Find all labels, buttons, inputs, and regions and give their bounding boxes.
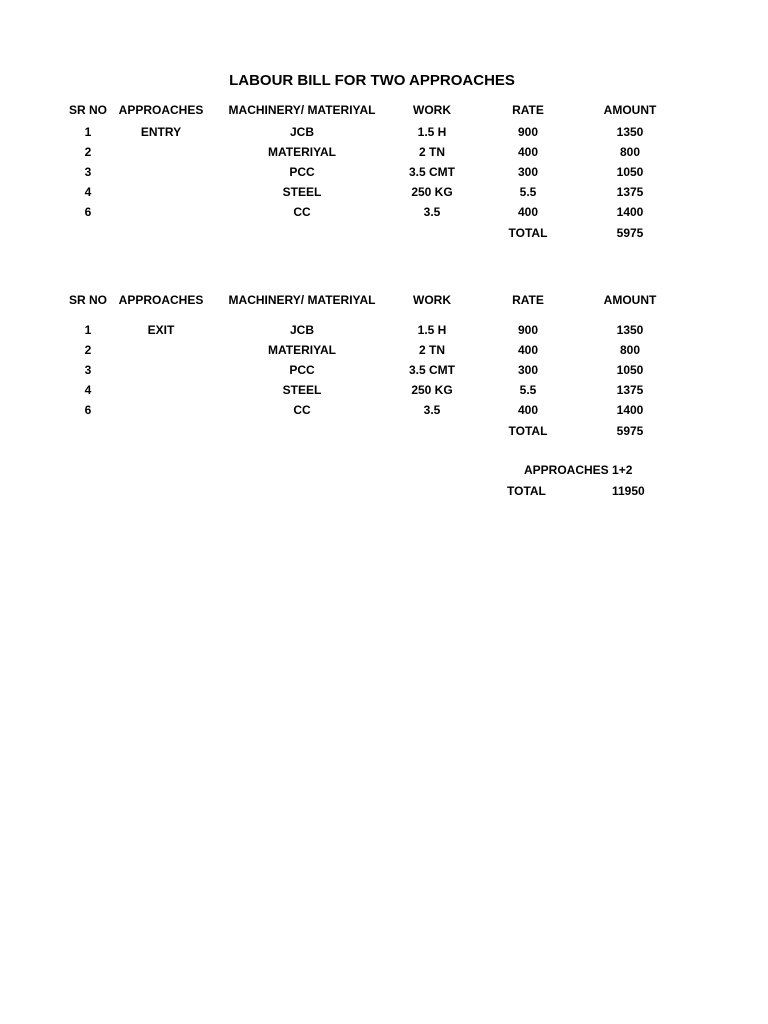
- cell-sr-no: 1: [84, 125, 92, 139]
- cell-work: 3.5: [423, 205, 441, 219]
- cell-sr-no: 6: [84, 403, 92, 417]
- cell-rate: 400: [517, 403, 539, 417]
- cell-machinery: JCB: [289, 323, 314, 337]
- header-rate: RATE: [512, 293, 544, 307]
- summary-label: APPROACHES 1+2: [524, 463, 633, 477]
- header-sr-no: SR NO: [68, 103, 107, 117]
- cell-machinery: CC: [293, 403, 311, 417]
- table-header: [0, 290, 768, 310]
- cell-sr-no: 3: [84, 165, 92, 179]
- cell-amount: 1400: [616, 403, 644, 417]
- cell-sr-no: 6: [84, 205, 92, 219]
- cell-approach: [116, 340, 206, 360]
- header-work: WORK: [413, 293, 451, 307]
- cell-amount: 1375: [616, 383, 644, 397]
- cell-amount: 800: [619, 145, 641, 159]
- cell-rate: 300: [517, 363, 539, 377]
- header-rate: RATE: [512, 103, 544, 117]
- total-row: [0, 421, 768, 441]
- cell-machinery: JCB: [289, 125, 314, 139]
- cell-machinery: MATERIYAL: [267, 145, 336, 159]
- cell-machinery: MATERIYAL: [267, 343, 336, 357]
- cell-sr-no: 2: [84, 343, 92, 357]
- cell-machinery: CC: [293, 205, 311, 219]
- total-value: 5975: [616, 424, 644, 438]
- cell-machinery: PCC: [289, 165, 315, 179]
- cell-machinery: PCC: [289, 363, 315, 377]
- cell-amount: 1350: [616, 125, 644, 139]
- cell-rate: 300: [517, 165, 539, 179]
- total-label: TOTAL: [508, 424, 548, 438]
- summary-total-value: 11950: [612, 484, 645, 498]
- cell-sr-no: 4: [84, 185, 92, 199]
- table-row: [0, 182, 768, 202]
- cell-approach: [116, 142, 206, 162]
- cell-rate: 400: [517, 205, 539, 219]
- cell-rate: 900: [517, 125, 539, 139]
- table-row: [0, 340, 768, 360]
- cell-work: 3.5 CMT: [408, 363, 455, 377]
- entry-bill-table: [0, 100, 768, 243]
- cell-amount: 1050: [616, 165, 644, 179]
- cell-work: 2 TN: [418, 343, 445, 357]
- cell-approach: [116, 360, 206, 380]
- cell-rate: 400: [517, 145, 539, 159]
- cell-sr-no: 3: [84, 363, 92, 377]
- cell-sr-no: 2: [84, 145, 92, 159]
- table-row: [0, 162, 768, 182]
- header-approaches: APPROACHES: [118, 293, 204, 307]
- summary-total-label: TOTAL: [507, 484, 546, 498]
- table-row: [0, 142, 768, 162]
- cell-work: 2 TN: [418, 145, 445, 159]
- cell-rate: 900: [517, 323, 539, 337]
- table-row: [0, 202, 768, 222]
- cell-sr-no: 4: [84, 383, 92, 397]
- cell-work: 3.5: [423, 403, 441, 417]
- cell-rate: 5.5: [519, 383, 537, 397]
- cell-amount: 800: [619, 343, 641, 357]
- cell-amount: 1375: [616, 185, 644, 199]
- cell-approach: [116, 380, 206, 400]
- cell-amount: 1400: [616, 205, 644, 219]
- total-value: 5975: [616, 226, 644, 240]
- cell-work: 1.5 H: [417, 125, 447, 139]
- table-row: [0, 380, 768, 400]
- cell-amount: 1050: [616, 363, 644, 377]
- total-row: [0, 223, 768, 243]
- table-row: [0, 320, 768, 340]
- header-machinery: MACHINERY/ MATERIYAL: [228, 293, 376, 307]
- cell-rate: 400: [517, 343, 539, 357]
- header-work: WORK: [413, 103, 451, 117]
- total-label: TOTAL: [508, 226, 548, 240]
- table-row: [0, 400, 768, 420]
- header-machinery: MACHINERY/ MATERIYAL: [228, 103, 376, 117]
- cell-approach: [116, 202, 206, 222]
- cell-work: 250 KG: [411, 383, 453, 397]
- header-amount: AMOUNT: [603, 293, 657, 307]
- table-row: [0, 360, 768, 380]
- cell-sr-no: 1: [84, 323, 92, 337]
- page-title: LABOUR BILL FOR TWO APPROACHES: [229, 72, 515, 89]
- cell-machinery: STEEL: [282, 383, 322, 397]
- cell-approach: EXIT: [147, 323, 175, 337]
- exit-bill-table: [0, 290, 768, 441]
- cell-work: 3.5 CMT: [408, 165, 455, 179]
- cell-approach: [116, 400, 206, 420]
- header-sr-no: SR NO: [68, 293, 107, 307]
- table-row: [0, 122, 768, 142]
- cell-approach: ENTRY: [140, 125, 182, 139]
- header-approaches: APPROACHES: [118, 103, 204, 117]
- cell-work: 1.5 H: [417, 323, 447, 337]
- cell-work: 250 KG: [411, 185, 453, 199]
- cell-approach: [116, 182, 206, 202]
- cell-machinery: STEEL: [282, 185, 322, 199]
- table-header: [0, 100, 768, 120]
- header-amount: AMOUNT: [603, 103, 657, 117]
- cell-amount: 1350: [616, 323, 644, 337]
- cell-rate: 5.5: [519, 185, 537, 199]
- cell-approach: [116, 162, 206, 182]
